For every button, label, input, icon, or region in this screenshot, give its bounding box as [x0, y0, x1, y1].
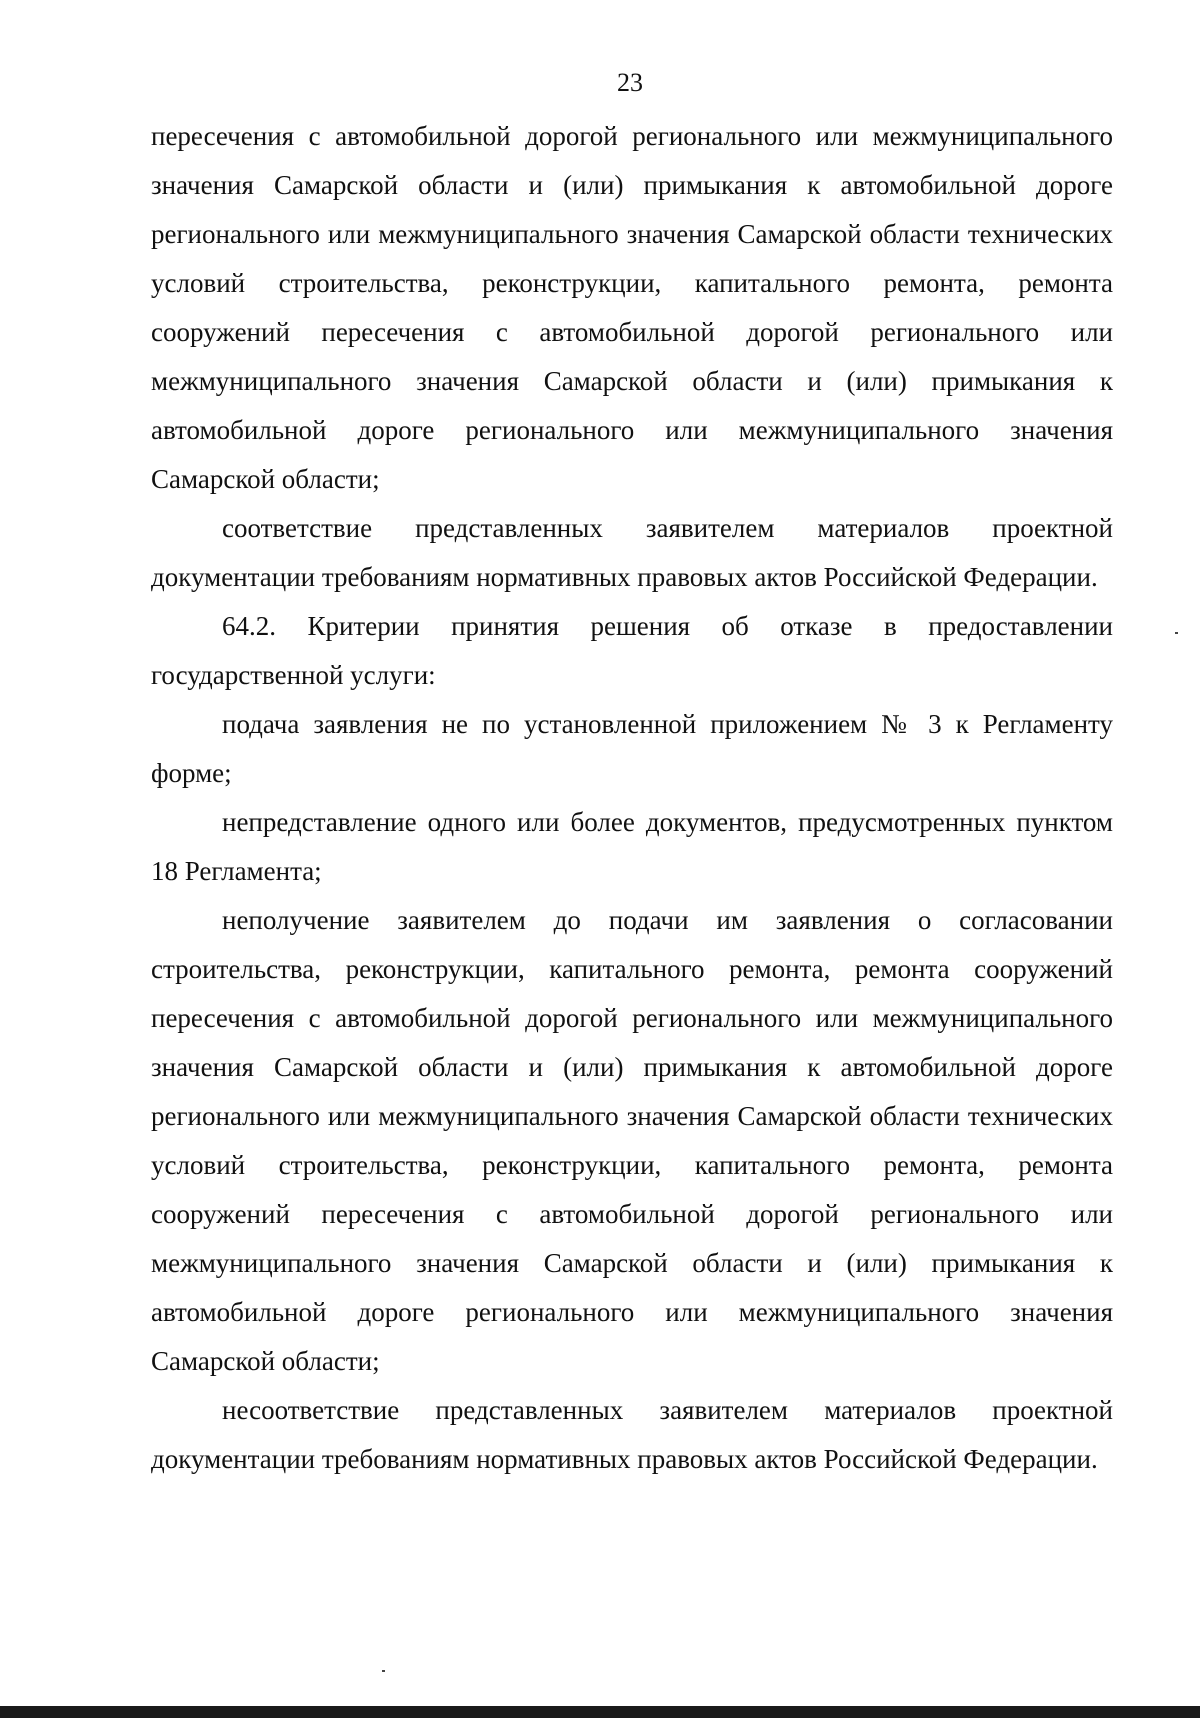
paragraph-form-violation: подача заявления не по установленной приложением № 3 к Регламенту форме;: [151, 709, 1113, 788]
paragraph-conformity: соответствие представленных заявителем материалов проектной документации требованиям нормативных правовых актов Российской Федерации.: [151, 513, 1113, 592]
paragraph-missing-documents: непредставление одного или более документов, предусмотренных пунктом 18 Регламента;: [151, 807, 1113, 886]
scan-speck: [382, 1670, 385, 1672]
scan-speck: [1175, 632, 1178, 634]
paragraph-continuation: пересечения с автомобильной дорогой регионального или межмуниципального значения Самарской области и (или) примыкания к автомобильной дороге регионального или межмуниципального значения Самарской области технических условий строительства, реконструкции, капитального ремонта, ремонта сооружений пересечения с автомобильной дорогой регионального или межмуниципального значения Самарской области и (или) примыкания к автомобильной дороге регионального или межмуниципального значения Самарской области;: [151, 121, 1113, 494]
paragraph-nonconformity: несоответствие представленных заявителем материалов проектной документации требованиям нормативных правовых актов Российской Федерации.: [151, 1395, 1113, 1474]
paragraph-no-technical-conditions: неполучение заявителем до подачи им заявления о согласовании строительства, реконструкции, капитального ремонта, ремонта сооружений пересечения с автомобильной дорогой регионального или межмуниципального значения Самарской области и (или) примыкания к автомобильной дороге регионального или межмуниципального значения Самарской области технических условий строительства, реконструкции, капитального ремонта, ремонта сооружений пересечения с автомобильной дорогой регионального или межмуниципального значения Самарской области и (или) примыкания к автомобильной дороге регионального или межмуниципального значения Самарской области;: [151, 905, 1113, 1376]
page-number: 23: [617, 68, 643, 97]
scan-bottom-edge: [0, 1706, 1200, 1718]
document-body: [151, 112, 1113, 1484]
paragraph-refusal-criteria: 64.2. Критерии принятия решения об отказе в предоставлении государственной услуги:: [151, 611, 1113, 690]
